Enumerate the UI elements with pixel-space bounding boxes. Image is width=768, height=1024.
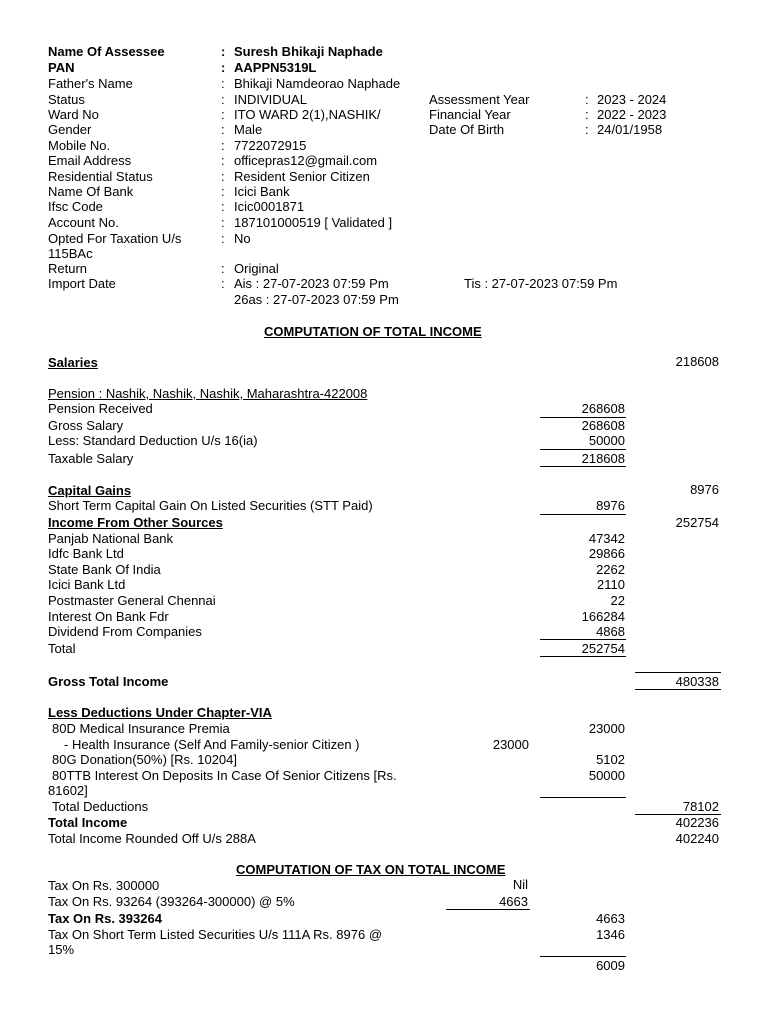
colon: :: [221, 122, 225, 137]
other-source-label: Postmaster General Chennai: [48, 593, 216, 608]
detail-label: Name Of Assessee: [48, 44, 165, 59]
financial-year-label: Financial Year: [429, 107, 511, 122]
detail-value: ITO WARD 2(1),NASHIK/: [234, 107, 381, 122]
standard-deduction-label: Less: Standard Deduction U/s 16(ia): [48, 433, 258, 448]
detail-label: Name Of Bank: [48, 184, 134, 199]
health-insurance-value: 23000: [492, 737, 529, 752]
taxable-salary-label: Taxable Salary: [48, 451, 134, 466]
gross-salary-label: Gross Salary: [48, 418, 124, 433]
tax-title: COMPUTATION OF TAX ON TOTAL INCOME: [236, 862, 506, 877]
gross-salary-value: 268608: [581, 418, 625, 433]
detail-label: Return: [48, 261, 88, 276]
detail-value: Icic0001871: [234, 199, 305, 214]
rule: [635, 672, 721, 673]
d80g-value: 5102: [596, 752, 625, 767]
gross-total-income-label: Gross Total Income: [48, 674, 169, 689]
detail-label: Mobile No.: [48, 138, 111, 153]
rule: [540, 639, 626, 640]
d80ttb-label: 80TTB Interest On Deposits In Case Of Senior Citizens [Rs.: [52, 768, 397, 783]
tax-r4-label-cont: 15%: [48, 942, 75, 957]
detail-label: Father's Name: [48, 76, 133, 91]
colon: :: [221, 138, 225, 153]
detail-value: Male: [234, 122, 263, 137]
detail-value: INDIVIDUAL: [234, 92, 307, 107]
detail-value: Resident Senior Citizen: [234, 169, 370, 184]
colon: :: [585, 92, 589, 107]
d80ttb-value: 50000: [588, 768, 625, 783]
financial-year-value: 2022 - 2023: [597, 107, 667, 122]
taxable-salary-value: 218608: [581, 451, 625, 466]
colon: :: [221, 261, 225, 276]
pension-received-label: Pension Received: [48, 401, 153, 416]
tax-r1-value: Nil: [512, 877, 528, 892]
other-source-label: Icici Bank Ltd: [48, 577, 126, 592]
colon: :: [221, 92, 225, 107]
detail-label: Opted For Taxation U/s: [48, 231, 182, 246]
assessment-year-value: 2023 - 2024: [597, 92, 667, 107]
detail-label: Status: [48, 92, 85, 107]
detail-label: Email Address: [48, 153, 132, 168]
detail-value: Original: [234, 261, 279, 276]
rule: [540, 656, 626, 657]
rule: [540, 466, 626, 467]
detail-value: 7722072915: [234, 138, 307, 153]
d80g-label: 80G Donation(50%) [Rs. 10204]: [52, 752, 237, 767]
rounded-income-label: Total Income Rounded Off U/s 288A: [48, 831, 256, 846]
colon: :: [221, 169, 225, 184]
assessment-year-label: Assessment Year: [429, 92, 530, 107]
colon: :: [221, 44, 226, 59]
detail-value: 187101000519 [ Validated ]: [234, 215, 393, 230]
pension-source: Pension : Nashik, Nashik, Nashik, Maharashtra-422008: [48, 386, 368, 401]
rule: [540, 449, 626, 450]
colon: :: [221, 276, 225, 291]
rule: [540, 797, 626, 798]
date-of-birth-value: 24/01/1958: [597, 122, 663, 137]
capital-gains-heading: Capital Gains: [48, 483, 132, 498]
detail-label: Ifsc Code: [48, 199, 103, 214]
tax-total-value: 6009: [596, 958, 625, 973]
other-source-label: Interest On Bank Fdr: [48, 609, 169, 624]
colon: :: [221, 199, 225, 214]
colon: :: [221, 107, 225, 122]
other-source-label: Idfc Bank Ltd: [48, 546, 124, 561]
other-source-label: Panjab National Bank: [48, 531, 174, 546]
colon: :: [221, 231, 225, 246]
detail-label: Import Date: [48, 276, 116, 291]
detail-value: officepras12@gmail.com: [234, 153, 378, 168]
colon: :: [221, 215, 225, 230]
total-deductions-label: Total Deductions: [52, 799, 149, 814]
detail-label: 115BAc: [48, 246, 93, 261]
rounded-income-value: 402240: [675, 831, 719, 846]
salaries-total: 218608: [675, 354, 719, 369]
standard-deduction-value: 50000: [588, 433, 625, 448]
deductions-heading: Less Deductions Under Chapter-VIA: [48, 705, 272, 720]
tax-r4-value: 1346: [596, 927, 625, 942]
rule: [540, 956, 626, 957]
tax-r2-value: 4663: [499, 894, 528, 909]
total-income-value: 402236: [675, 815, 719, 830]
stcg-label: Short Term Capital Gain On Listed Securities (STT Paid): [48, 498, 373, 513]
colon: :: [221, 76, 225, 91]
other-source-label: Total: [48, 641, 76, 656]
tax-r3-label: Tax On Rs. 393264: [48, 911, 162, 926]
other-source-value: 2110: [597, 577, 625, 592]
detail-label: Account No.: [48, 215, 119, 230]
d80d-value: 23000: [588, 721, 625, 736]
detail-label: Residential Status: [48, 169, 153, 184]
colon: :: [221, 60, 226, 75]
total-income-label: Total Income: [48, 815, 128, 830]
capital-gains-total: 8976: [690, 482, 719, 497]
other-source-label: Dividend From Companies: [48, 624, 202, 639]
other-source-value: 166284: [581, 609, 625, 624]
other-source-value: 252754: [581, 641, 625, 656]
other-sources-total: 252754: [675, 515, 719, 530]
health-insurance-label: - Health Insurance (Self And Family-senior Citizen ): [64, 737, 360, 752]
detail-label: PAN: [48, 60, 75, 75]
rule: [446, 909, 530, 910]
d80ttb-label-cont: 81602]: [48, 783, 88, 798]
salaries-heading: Salaries: [48, 355, 98, 370]
tax-r3-value: 4663: [596, 911, 625, 926]
detail-value: No: [234, 231, 251, 246]
other-source-value: 29866: [588, 546, 625, 561]
import-date-26as: 26as : 27-07-2023 07:59 Pm: [234, 292, 399, 307]
detail-label: Ward No: [48, 107, 99, 122]
colon: :: [585, 107, 589, 122]
detail-label: Gender: [48, 122, 92, 137]
detail-value: Icici Bank: [234, 184, 290, 199]
other-source-value: 47342: [588, 531, 625, 546]
date-of-birth-label: Date Of Birth: [429, 122, 505, 137]
pension-received-value: 268608: [581, 401, 625, 416]
colon: :: [221, 184, 225, 199]
import-date-tis: Tis : 27-07-2023 07:59 Pm: [464, 276, 618, 291]
detail-value: Suresh Bhikaji Naphade: [234, 44, 383, 59]
total-deductions-value: 78102: [682, 799, 719, 814]
other-sources-heading: Income From Other Sources: [48, 515, 223, 530]
gross-total-income-value: 480338: [675, 674, 719, 689]
other-source-value: 22: [610, 593, 625, 608]
other-source-label: State Bank Of India: [48, 562, 161, 577]
tax-r4-label: Tax On Short Term Listed Securities U/s 111A Rs. 8976 @: [48, 927, 383, 942]
detail-value: Bhikaji Namdeorao Naphade: [234, 76, 401, 91]
income-title: COMPUTATION OF TOTAL INCOME: [264, 324, 482, 339]
d80d-label: 80D Medical Insurance Premia: [52, 721, 230, 736]
other-source-value: 4868: [596, 624, 625, 639]
colon: :: [221, 153, 225, 168]
other-source-value: 2262: [596, 562, 625, 577]
rule: [540, 514, 626, 515]
colon: :: [585, 122, 589, 137]
detail-value: Ais : 27-07-2023 07:59 Pm: [234, 276, 389, 291]
stcg-value: 8976: [596, 498, 625, 513]
rule: [635, 689, 721, 690]
tax-r2-label: Tax On Rs. 93264 (393264-300000) @ 5%: [48, 894, 295, 909]
detail-value: AAPPN5319L: [234, 60, 317, 75]
tax-r1-label: Tax On Rs. 300000: [48, 878, 160, 893]
